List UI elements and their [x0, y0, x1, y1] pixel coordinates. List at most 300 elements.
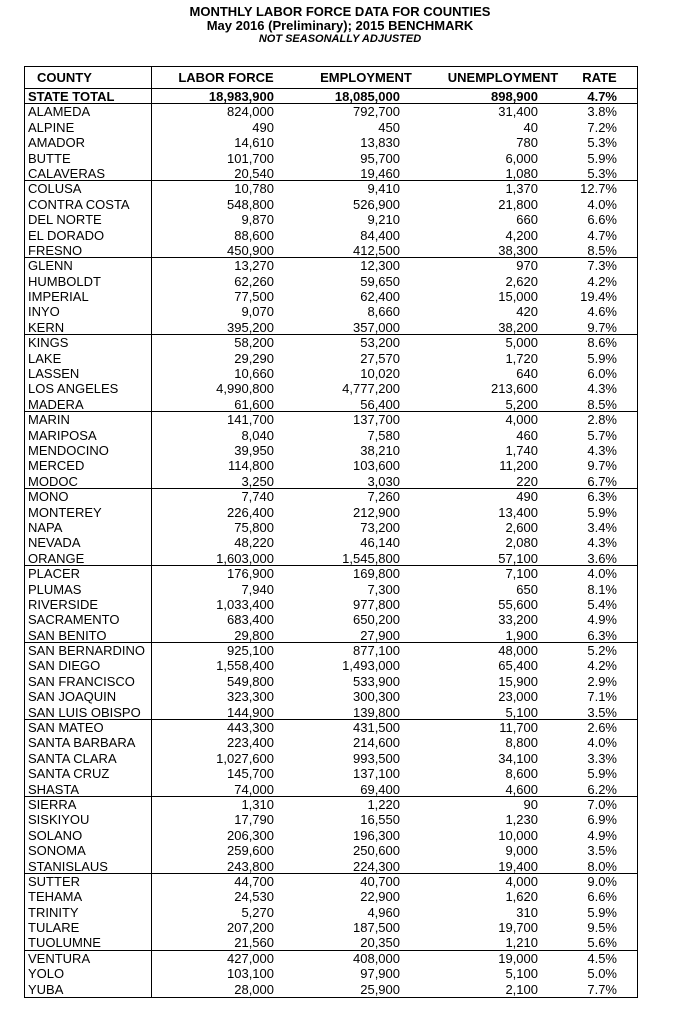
cell-unemployment: 4,000	[505, 873, 538, 889]
cell-unemployment: 4,200	[505, 227, 538, 243]
cell-employment: 877,100	[353, 643, 400, 659]
table-row	[25, 258, 637, 273]
cell-employment: 56,400	[360, 396, 400, 412]
cell-labor-force: 824,000	[227, 104, 274, 120]
cell-unemployment: 4,600	[505, 781, 538, 796]
cell-rate: 7.7%	[587, 981, 617, 997]
column-header-employment: EMPLOYMENT	[320, 70, 412, 85]
cell-rate: 5.2%	[587, 643, 617, 659]
cell-labor-force: 206,300	[227, 827, 274, 843]
cell-rate: 9.7%	[587, 458, 617, 474]
table-row	[25, 812, 637, 827]
cell-rate: 4.3%	[587, 535, 617, 551]
cell-county: MARIPOSA	[25, 428, 152, 443]
cell-rate: 3.5%	[587, 843, 617, 859]
cell-employment: 53,200	[360, 335, 400, 351]
cell-rate: 19.4%	[580, 289, 617, 305]
table-row	[25, 628, 637, 643]
cell-labor-force: 1,558,400	[216, 658, 274, 674]
cell-employment: 526,900	[353, 196, 400, 212]
cell-county: BUTTE	[25, 151, 152, 166]
cell-labor-force: 1,310	[241, 796, 274, 812]
cell-unemployment: 65,400	[498, 658, 538, 674]
cell-employment: 7,580	[367, 427, 400, 443]
cell-employment: 18,085,000	[334, 89, 400, 104]
cell-rate: 6.3%	[587, 627, 617, 643]
cell-labor-force: 20,540	[234, 165, 274, 181]
cell-county: GLENN	[25, 258, 152, 273]
cell-labor-force: 24,530	[234, 889, 274, 905]
cell-employment: 40,700	[360, 873, 400, 889]
cell-employment: 62,400	[360, 289, 400, 305]
cell-labor-force: 39,950	[234, 442, 274, 458]
cell-unemployment: 21,800	[498, 196, 538, 212]
table-row	[25, 304, 637, 319]
cell-rate: 5.9%	[587, 150, 617, 166]
cell-county: KERN	[25, 320, 152, 334]
table-row	[25, 474, 637, 489]
cell-unemployment: 8,800	[505, 735, 538, 751]
cell-labor-force: 10,780	[234, 181, 274, 197]
cell-employment: 103,600	[353, 458, 400, 474]
cell-county: CALAVERAS	[25, 166, 152, 180]
table-row	[25, 920, 637, 935]
cell-unemployment: 1,370	[505, 181, 538, 197]
cell-employment: 412,500	[353, 242, 400, 258]
cell-county: ALPINE	[25, 120, 152, 135]
cell-employment: 792,700	[353, 104, 400, 120]
cell-county: STATE TOTAL	[25, 89, 152, 103]
cell-rate: 4.3%	[587, 381, 617, 397]
cell-employment: 224,300	[353, 858, 400, 873]
cell-county: LASSEN	[25, 366, 152, 381]
cell-labor-force: 323,300	[227, 689, 274, 705]
cell-county: INYO	[25, 304, 152, 319]
table-row	[25, 658, 637, 673]
cell-unemployment: 90	[523, 796, 538, 812]
table-row	[25, 566, 637, 581]
table-row	[25, 320, 637, 335]
cell-unemployment: 1,230	[505, 812, 538, 828]
table-header-row	[25, 67, 637, 89]
cell-county: SISKIYOU	[25, 812, 152, 827]
table-row	[25, 166, 637, 181]
cell-county: SANTA BARBARA	[25, 735, 152, 750]
table-row	[25, 689, 637, 704]
cell-unemployment: 38,200	[498, 319, 538, 335]
cell-rate: 7.0%	[587, 796, 617, 812]
cell-labor-force: 243,800	[227, 858, 274, 873]
cell-employment: 97,900	[360, 966, 400, 982]
cell-labor-force: 9,870	[241, 212, 274, 228]
cell-unemployment: 420	[516, 304, 538, 320]
table-row	[25, 489, 637, 504]
cell-unemployment: 2,600	[505, 519, 538, 535]
table-row	[25, 612, 637, 627]
cell-county: HUMBOLDT	[25, 274, 152, 289]
cell-unemployment: 2,100	[505, 981, 538, 997]
cell-unemployment: 1,740	[505, 442, 538, 458]
cell-unemployment: 15,900	[498, 673, 538, 689]
cell-employment: 22,900	[360, 889, 400, 905]
cell-county: LOS ANGELES	[25, 381, 152, 396]
cell-rate: 5.3%	[587, 135, 617, 151]
cell-county: SACRAMENTO	[25, 612, 152, 627]
cell-county: SANTA CLARA	[25, 751, 152, 766]
cell-labor-force: 18,983,900	[208, 89, 274, 104]
cell-unemployment: 57,100	[498, 550, 538, 566]
cell-county: STANISLAUS	[25, 859, 152, 873]
cell-labor-force: 29,800	[234, 627, 274, 643]
cell-labor-force: 548,800	[227, 196, 274, 212]
cell-unemployment: 780	[516, 135, 538, 151]
cell-county: SAN JOAQUIN	[25, 689, 152, 704]
cell-labor-force: 5,270	[241, 904, 274, 920]
cell-county: MONTEREY	[25, 505, 152, 520]
cell-county: EL DORADO	[25, 228, 152, 243]
cell-employment: 1,545,800	[342, 550, 400, 566]
cell-employment: 7,260	[367, 489, 400, 505]
cell-unemployment: 460	[516, 427, 538, 443]
table-row	[25, 120, 637, 135]
cell-rate: 6.2%	[587, 781, 617, 796]
cell-county: TRINITY	[25, 905, 152, 920]
cell-unemployment: 650	[516, 581, 538, 597]
cell-unemployment: 2,080	[505, 535, 538, 551]
cell-labor-force: 395,200	[227, 319, 274, 335]
cell-labor-force: 3,250	[241, 473, 274, 489]
cell-rate: 4.0%	[587, 735, 617, 751]
cell-labor-force: 490	[252, 119, 274, 135]
cell-labor-force: 77,500	[234, 289, 274, 305]
cell-unemployment: 1,900	[505, 627, 538, 643]
cell-rate: 5.4%	[587, 596, 617, 612]
cell-rate: 8.5%	[587, 396, 617, 412]
table-row	[25, 197, 637, 212]
table-row	[25, 643, 637, 658]
cell-labor-force: 14,610	[234, 135, 274, 151]
cell-rate: 4.0%	[587, 566, 617, 582]
cell-county: SAN LUIS OBISPO	[25, 705, 152, 719]
cell-unemployment: 970	[516, 258, 538, 274]
cell-labor-force: 1,027,600	[216, 750, 274, 766]
cell-labor-force: 145,700	[227, 766, 274, 782]
cell-employment: 408,000	[353, 950, 400, 966]
cell-county: TUOLUMNE	[25, 935, 152, 949]
cell-unemployment: 7,100	[505, 566, 538, 582]
cell-labor-force: 103,100	[227, 966, 274, 982]
cell-rate: 6.9%	[587, 812, 617, 828]
cell-employment: 187,500	[353, 920, 400, 936]
cell-labor-force: 226,400	[227, 504, 274, 520]
cell-unemployment: 5,100	[505, 704, 538, 720]
cell-labor-force: 88,600	[234, 227, 274, 243]
cell-rate: 5.9%	[587, 904, 617, 920]
cell-employment: 9,210	[367, 212, 400, 228]
table-row	[25, 966, 637, 981]
cell-rate: 6.6%	[587, 889, 617, 905]
cell-employment: 95,700	[360, 150, 400, 166]
cell-employment: 9,410	[367, 181, 400, 197]
cell-unemployment: 38,300	[498, 242, 538, 258]
cell-county: YOLO	[25, 966, 152, 981]
cell-county: RIVERSIDE	[25, 597, 152, 612]
cell-rate: 3.8%	[587, 104, 617, 120]
cell-unemployment: 220	[516, 473, 538, 489]
cell-unemployment: 40	[523, 119, 538, 135]
cell-county: LAKE	[25, 351, 152, 366]
cell-rate: 9.5%	[587, 920, 617, 936]
cell-rate: 4.9%	[587, 612, 617, 628]
table-row	[25, 674, 637, 689]
cell-rate: 7.2%	[587, 119, 617, 135]
cell-labor-force: 75,800	[234, 519, 274, 535]
cell-employment: 7,300	[367, 581, 400, 597]
cell-county: ORANGE	[25, 551, 152, 565]
table-row	[25, 951, 637, 966]
cell-rate: 7.3%	[587, 258, 617, 274]
cell-unemployment: 640	[516, 366, 538, 382]
cell-labor-force: 29,290	[234, 350, 274, 366]
table-row	[25, 289, 637, 304]
cell-rate: 4.7%	[587, 227, 617, 243]
cell-county: NEVADA	[25, 535, 152, 550]
column-header-county: COUNTY	[25, 67, 152, 88]
cell-employment: 16,550	[360, 812, 400, 828]
cell-rate: 2.9%	[587, 673, 617, 689]
cell-labor-force: 13,270	[234, 258, 274, 274]
cell-employment: 27,900	[360, 627, 400, 643]
cell-rate: 8.6%	[587, 335, 617, 351]
cell-rate: 6.3%	[587, 489, 617, 505]
report-note: NOT SEASONALLY ADJUSTED	[258, 33, 422, 45]
cell-rate: 6.7%	[587, 473, 617, 489]
cell-employment: 212,900	[353, 504, 400, 520]
cell-labor-force: 141,700	[227, 412, 274, 428]
cell-labor-force: 176,900	[227, 566, 274, 582]
table-row	[25, 797, 637, 812]
cell-rate: 7.1%	[587, 689, 617, 705]
cell-labor-force: 58,200	[234, 335, 274, 351]
table-row	[25, 181, 637, 196]
cell-labor-force: 10,660	[234, 366, 274, 382]
table-row	[25, 705, 637, 720]
table-row	[25, 843, 637, 858]
cell-labor-force: 549,800	[227, 673, 274, 689]
column-header-labor-force: LABOR FORCE	[178, 70, 274, 85]
cell-county: TEHAMA	[25, 889, 152, 904]
cell-rate: 8.0%	[587, 858, 617, 873]
cell-county: PLUMAS	[25, 582, 152, 597]
cell-county: SIERRA	[25, 797, 152, 812]
cell-unemployment: 1,720	[505, 350, 538, 366]
cell-county: SAN MATEO	[25, 720, 152, 735]
cell-labor-force: 1,603,000	[216, 550, 274, 566]
cell-county: SHASTA	[25, 782, 152, 796]
cell-rate: 3.4%	[587, 519, 617, 535]
cell-employment: 12,300	[360, 258, 400, 274]
cell-employment: 38,210	[360, 442, 400, 458]
table-row	[25, 889, 637, 904]
cell-employment: 650,200	[353, 612, 400, 628]
cell-employment: 59,650	[360, 273, 400, 289]
cell-employment: 27,570	[360, 350, 400, 366]
cell-employment: 4,960	[367, 904, 400, 920]
table-row	[25, 551, 637, 566]
cell-unemployment: 15,000	[498, 289, 538, 305]
cell-labor-force: 7,740	[241, 489, 274, 505]
cell-employment: 139,800	[353, 704, 400, 720]
table-row	[25, 735, 637, 750]
column-header-rate: RATE	[582, 70, 617, 85]
cell-county: NAPA	[25, 520, 152, 535]
table-row	[25, 381, 637, 396]
cell-labor-force: 683,400	[227, 612, 274, 628]
cell-county: ALAMEDA	[25, 104, 152, 119]
cell-rate: 4.3%	[587, 442, 617, 458]
table-row	[25, 212, 637, 227]
table-row	[25, 397, 637, 412]
cell-rate: 3.5%	[587, 704, 617, 720]
cell-labor-force: 62,260	[234, 273, 274, 289]
cell-unemployment: 5,000	[505, 335, 538, 351]
cell-county: SAN FRANCISCO	[25, 674, 152, 689]
cell-labor-force: 8,040	[241, 427, 274, 443]
cell-unemployment: 31,400	[498, 104, 538, 120]
table-row	[25, 720, 637, 735]
cell-labor-force: 74,000	[234, 781, 274, 796]
cell-unemployment: 34,100	[498, 750, 538, 766]
cell-county: COLUSA	[25, 181, 152, 196]
cell-labor-force: 223,400	[227, 735, 274, 751]
cell-employment: 69,400	[360, 781, 400, 796]
table-row	[25, 982, 637, 997]
cell-unemployment: 19,700	[498, 920, 538, 936]
cell-rate: 4.9%	[587, 827, 617, 843]
cell-county: SONOMA	[25, 843, 152, 858]
cell-county: CONTRA COSTA	[25, 197, 152, 212]
cell-labor-force: 450,900	[227, 242, 274, 258]
cell-employment: 533,900	[353, 673, 400, 689]
cell-unemployment: 8,600	[505, 766, 538, 782]
cell-rate: 5.7%	[587, 427, 617, 443]
cell-labor-force: 1,033,400	[216, 596, 274, 612]
cell-employment: 250,600	[353, 843, 400, 859]
cell-employment: 13,830	[360, 135, 400, 151]
table-row	[25, 766, 637, 781]
cell-unemployment: 1,080	[505, 165, 538, 181]
cell-county: TULARE	[25, 920, 152, 935]
cell-unemployment: 5,200	[505, 396, 538, 412]
table-row	[25, 535, 637, 550]
cell-rate: 2.8%	[587, 412, 617, 428]
cell-rate: 6.6%	[587, 212, 617, 228]
table-row	[25, 151, 637, 166]
labor-force-table	[24, 66, 638, 998]
cell-labor-force: 427,000	[227, 950, 274, 966]
cell-county: KINGS	[25, 335, 152, 350]
table-row	[25, 243, 637, 258]
cell-unemployment: 9,000	[505, 843, 538, 859]
cell-employment: 977,800	[353, 596, 400, 612]
cell-employment: 19,460	[360, 165, 400, 181]
cell-county: MENDOCINO	[25, 443, 152, 458]
table-row	[25, 582, 637, 597]
cell-unemployment: 310	[516, 904, 538, 920]
table-row	[25, 458, 637, 473]
cell-county: SUTTER	[25, 874, 152, 889]
cell-rate: 5.9%	[587, 504, 617, 520]
cell-rate: 3.3%	[587, 750, 617, 766]
cell-employment: 993,500	[353, 750, 400, 766]
cell-county: SAN BERNARDINO	[25, 643, 152, 658]
report-header	[0, 0, 680, 46]
cell-labor-force: 61,600	[234, 396, 274, 412]
cell-county: YUBA	[25, 982, 152, 997]
cell-labor-force: 17,790	[234, 812, 274, 828]
cell-labor-force: 9,070	[241, 304, 274, 320]
cell-county: FRESNO	[25, 243, 152, 257]
cell-county: VENTURA	[25, 951, 152, 966]
cell-rate: 5.0%	[587, 966, 617, 982]
table-row	[25, 905, 637, 920]
cell-rate: 8.5%	[587, 242, 617, 258]
cell-rate: 9.0%	[587, 873, 617, 889]
cell-employment: 8,660	[367, 304, 400, 320]
table-row	[25, 751, 637, 766]
cell-county: MONO	[25, 489, 152, 504]
cell-labor-force: 4,990,800	[216, 381, 274, 397]
cell-unemployment: 10,000	[498, 827, 538, 843]
cell-unemployment: 23,000	[498, 689, 538, 705]
cell-county: MERCED	[25, 458, 152, 473]
cell-unemployment: 213,600	[491, 381, 538, 397]
table-row	[25, 935, 637, 950]
cell-employment: 357,000	[353, 319, 400, 335]
table-row	[25, 443, 637, 458]
cell-county: MODOC	[25, 474, 152, 488]
cell-employment: 169,800	[353, 566, 400, 582]
table-row	[25, 782, 637, 797]
table-row	[25, 274, 637, 289]
cell-employment: 431,500	[353, 720, 400, 736]
cell-employment: 300,300	[353, 689, 400, 705]
cell-county: PLACER	[25, 566, 152, 581]
cell-unemployment: 11,700	[499, 720, 538, 736]
cell-unemployment: 19,000	[498, 950, 538, 966]
table-row	[25, 859, 637, 874]
cell-employment: 20,350	[360, 935, 400, 950]
cell-county: MARIN	[25, 412, 152, 427]
cell-county: SAN BENITO	[25, 628, 152, 642]
cell-rate: 5.9%	[587, 350, 617, 366]
cell-employment: 84,400	[360, 227, 400, 243]
cell-unemployment: 33,200	[498, 612, 538, 628]
cell-rate: 2.6%	[587, 720, 617, 736]
report-title: MONTHLY LABOR FORCE DATA FOR COUNTIES	[189, 4, 491, 19]
cell-unemployment: 5,100	[505, 966, 538, 982]
cell-county: SAN DIEGO	[25, 658, 152, 673]
table-row	[25, 228, 637, 243]
cell-labor-force: 259,600	[227, 843, 274, 859]
table-row	[25, 597, 637, 612]
cell-rate: 4.0%	[587, 196, 617, 212]
cell-county: SANTA CRUZ	[25, 766, 152, 781]
table-row	[25, 351, 637, 366]
table-row	[25, 505, 637, 520]
cell-rate: 6.0%	[587, 366, 617, 382]
cell-employment: 25,900	[360, 981, 400, 997]
